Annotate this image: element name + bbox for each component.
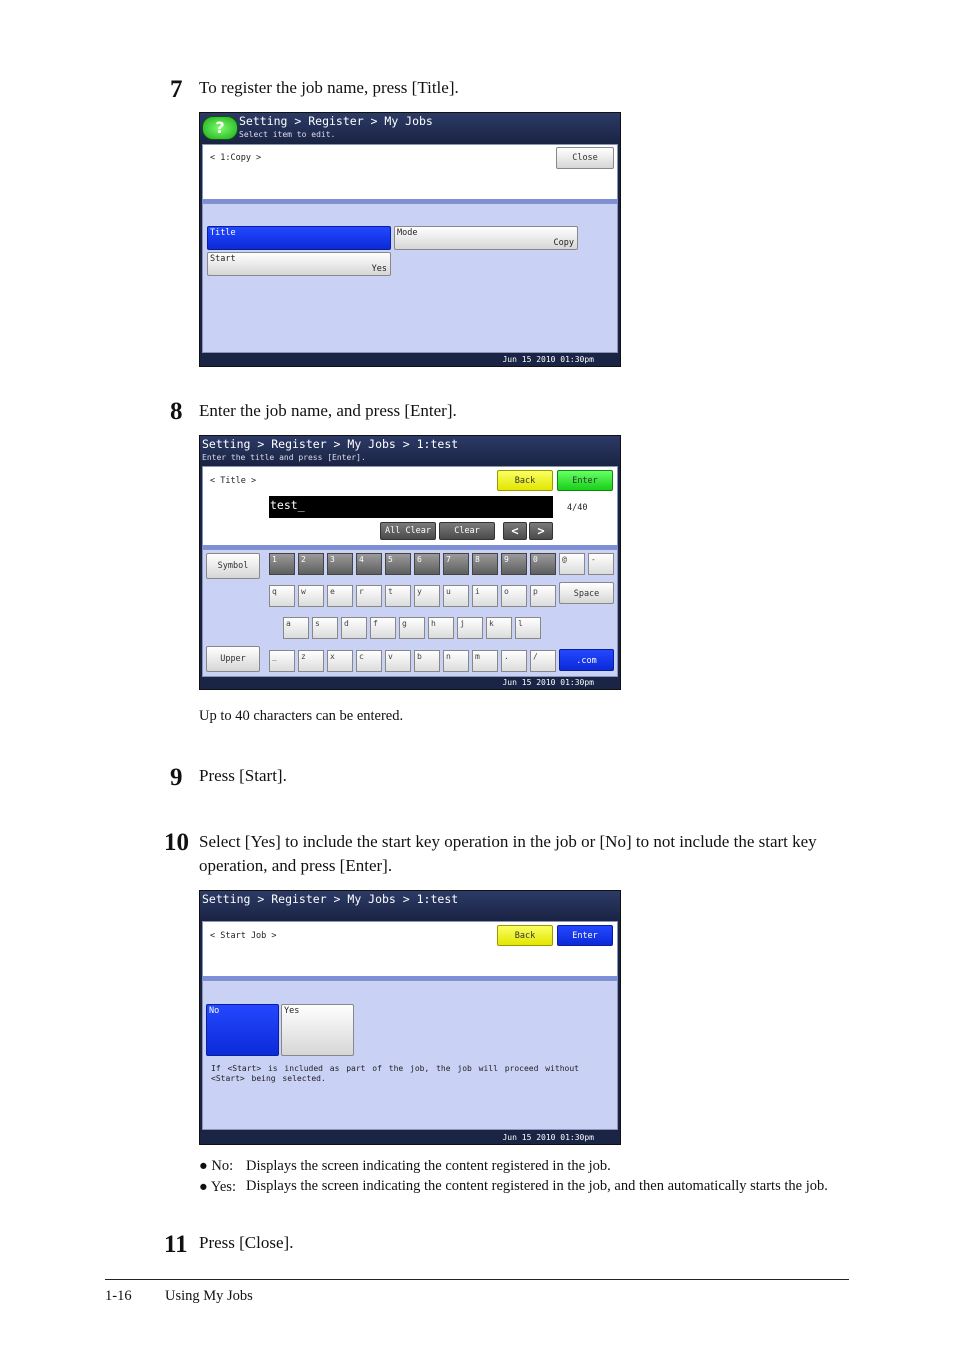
screen-title-entry [199,435,621,690]
key-row2[interactable]: o [501,585,527,607]
key-row3[interactable]: h [428,617,454,639]
no-label: No [209,1006,220,1016]
back-button[interactable] [497,925,553,946]
field-label: < Start Job > [210,931,277,941]
key-row4[interactable]: c [356,650,382,672]
step-8-text: Enter the job name, and press [Enter]. [199,401,457,420]
step-10-text: Select [Yes] to include the start key operation in the job or [No] to not include the start key operation, and press [Enter]. [199,832,817,875]
header-panel [202,921,618,977]
key-row4[interactable]: _ [269,650,295,672]
step-11-text: Press [Close]. [199,1233,294,1252]
breadcrumb: Setting > Register > My Jobs > 1:test [202,892,459,906]
key-row1[interactable]: 7 [443,553,469,575]
space-label: Space [573,589,600,599]
no-button[interactable] [206,1004,279,1056]
enter-label: Enter [572,931,598,941]
key-row1[interactable]: 6 [414,553,440,575]
key-row2[interactable]: r [356,585,382,607]
subtitle: Enter the title and press [Enter]. [202,453,366,462]
symbol-button[interactable] [206,553,260,579]
start-value: Yes [371,264,387,274]
key-row1[interactable]: 3 [327,553,353,575]
footer-rule [105,1279,849,1280]
back-label: Back [514,931,536,941]
screen-my-jobs-edit [199,112,621,367]
status-bar-datetime: Jun 15 2010 01:30pm [200,1132,620,1144]
yes-button[interactable] [281,1004,354,1056]
title-button[interactable] [207,226,391,250]
key-row1[interactable]: - [588,553,614,575]
enter-label: Enter [572,476,598,486]
step-9-text: Press [Start]. [199,766,287,785]
key-row4[interactable]: v [385,650,411,672]
dotcom-button[interactable] [559,649,614,671]
bullet-yes-text: Displays the screen indicating the content registered in the job, and then automatically starts the job. [246,1178,828,1194]
close-label: Close [572,153,598,163]
key-row1[interactable]: @ [559,553,585,575]
bullet-no-label: ● No: [199,1158,234,1174]
symbol-label: Symbol [217,561,249,571]
page-number: 1-16 [105,1288,132,1304]
breadcrumb: Setting > Register > My Jobs [239,114,433,128]
mode-label: Mode [397,228,418,238]
step-11-number: 11 [164,1231,188,1258]
key-row4[interactable]: z [298,650,324,672]
key-row2[interactable]: w [298,585,324,607]
key-row3[interactable]: l [515,617,541,639]
cursor-left-button[interactable] [503,522,527,540]
keyboard-panel [202,549,618,677]
key-row2[interactable]: e [327,585,353,607]
key-row1[interactable]: 4 [356,553,382,575]
bullet-yes-label: ● Yes: [199,1179,236,1195]
key-row4[interactable]: b [414,650,440,672]
header-panel [202,144,618,200]
start-label: Start [210,254,236,264]
back-label: Back [514,476,536,486]
input-panel [202,466,618,546]
key-row1[interactable]: 8 [472,553,498,575]
key-row3[interactable]: g [399,617,425,639]
start-button[interactable] [207,252,391,276]
key-row3[interactable]: s [312,617,338,639]
key-row2[interactable]: i [472,585,498,607]
key-row3[interactable]: k [486,617,512,639]
enter-button[interactable] [557,925,613,946]
start-info-message: If <Start> is included as part of the job, the job will proceed without <Start> being selected. [211,1064,579,1083]
cursor-right-button[interactable] [529,522,553,540]
key-row2[interactable]: y [414,585,440,607]
key-row3[interactable]: f [370,617,396,639]
step-7-text: To register the job name, press [Title]. [199,78,459,97]
all-clear-button[interactable] [380,522,436,540]
key-row1[interactable]: 1 [269,553,295,575]
title-bar [200,436,620,465]
yes-label: Yes [284,1006,300,1016]
upper-label: Upper [220,654,246,664]
bullet-no-text: Displays the screen indicating the content registered in the job. [246,1158,611,1174]
footer-section: Using My Jobs [165,1288,253,1304]
status-bar-datetime: Jun 15 2010 01:30pm [200,677,620,689]
title-input[interactable]: test_ [269,496,553,518]
step-9-number: 9 [170,764,183,791]
dotcom-label: .com [576,656,597,666]
char-counter: 4/40 [567,503,588,513]
step-7-number: 7 [170,76,183,103]
clear-label: Clear [454,526,480,536]
breadcrumb: Setting > Register > My Jobs > 1:test [202,437,459,451]
back-button[interactable] [497,470,553,491]
items-panel [202,203,618,353]
help-button[interactable]: ? [202,116,238,140]
field-label: < Title > [210,476,257,486]
all-clear-label: All Clear [384,526,432,536]
key-row2[interactable]: t [385,585,411,607]
key-row4[interactable]: n [443,650,469,672]
mode-value: Copy [553,238,574,248]
key-row1[interactable]: 2 [298,553,324,575]
key-row4[interactable]: x [327,650,353,672]
key-row4[interactable]: m [472,650,498,672]
key-row1[interactable]: 5 [385,553,411,575]
screen-start-job [199,890,621,1145]
step-8-number: 8 [170,398,183,425]
key-row4[interactable]: . [501,650,527,672]
title-bar [200,113,620,143]
subtitle: Select item to edit. [239,130,336,139]
key-row2[interactable]: q [269,585,295,607]
mode-button[interactable] [394,226,578,250]
chevron-right-icon: > [537,524,545,538]
char-limit-note: Up to 40 characters can be entered. [199,708,404,724]
key-row1[interactable]: 9 [501,553,527,575]
key-row2[interactable]: p [530,585,556,607]
job-label: < 1:Copy > [210,153,262,163]
key-row1[interactable]: 0 [530,553,556,575]
key-row3[interactable]: a [283,617,309,639]
status-bar-datetime: Jun 15 2010 01:30pm [200,354,620,366]
key-row3[interactable]: j [457,617,483,639]
key-row2[interactable]: u [443,585,469,607]
enter-button[interactable] [557,470,613,491]
clear-button[interactable] [439,522,495,540]
step-10-number: 10 [164,829,189,856]
chevron-left-icon: < [511,524,519,538]
close-button[interactable] [556,147,614,169]
options-panel [202,980,618,1130]
title-button-label: Title [210,228,236,238]
key-row4[interactable]: / [530,650,556,672]
key-row3[interactable]: d [341,617,367,639]
title-bar [200,891,620,920]
upper-button[interactable] [206,646,260,672]
space-button[interactable] [559,582,614,604]
